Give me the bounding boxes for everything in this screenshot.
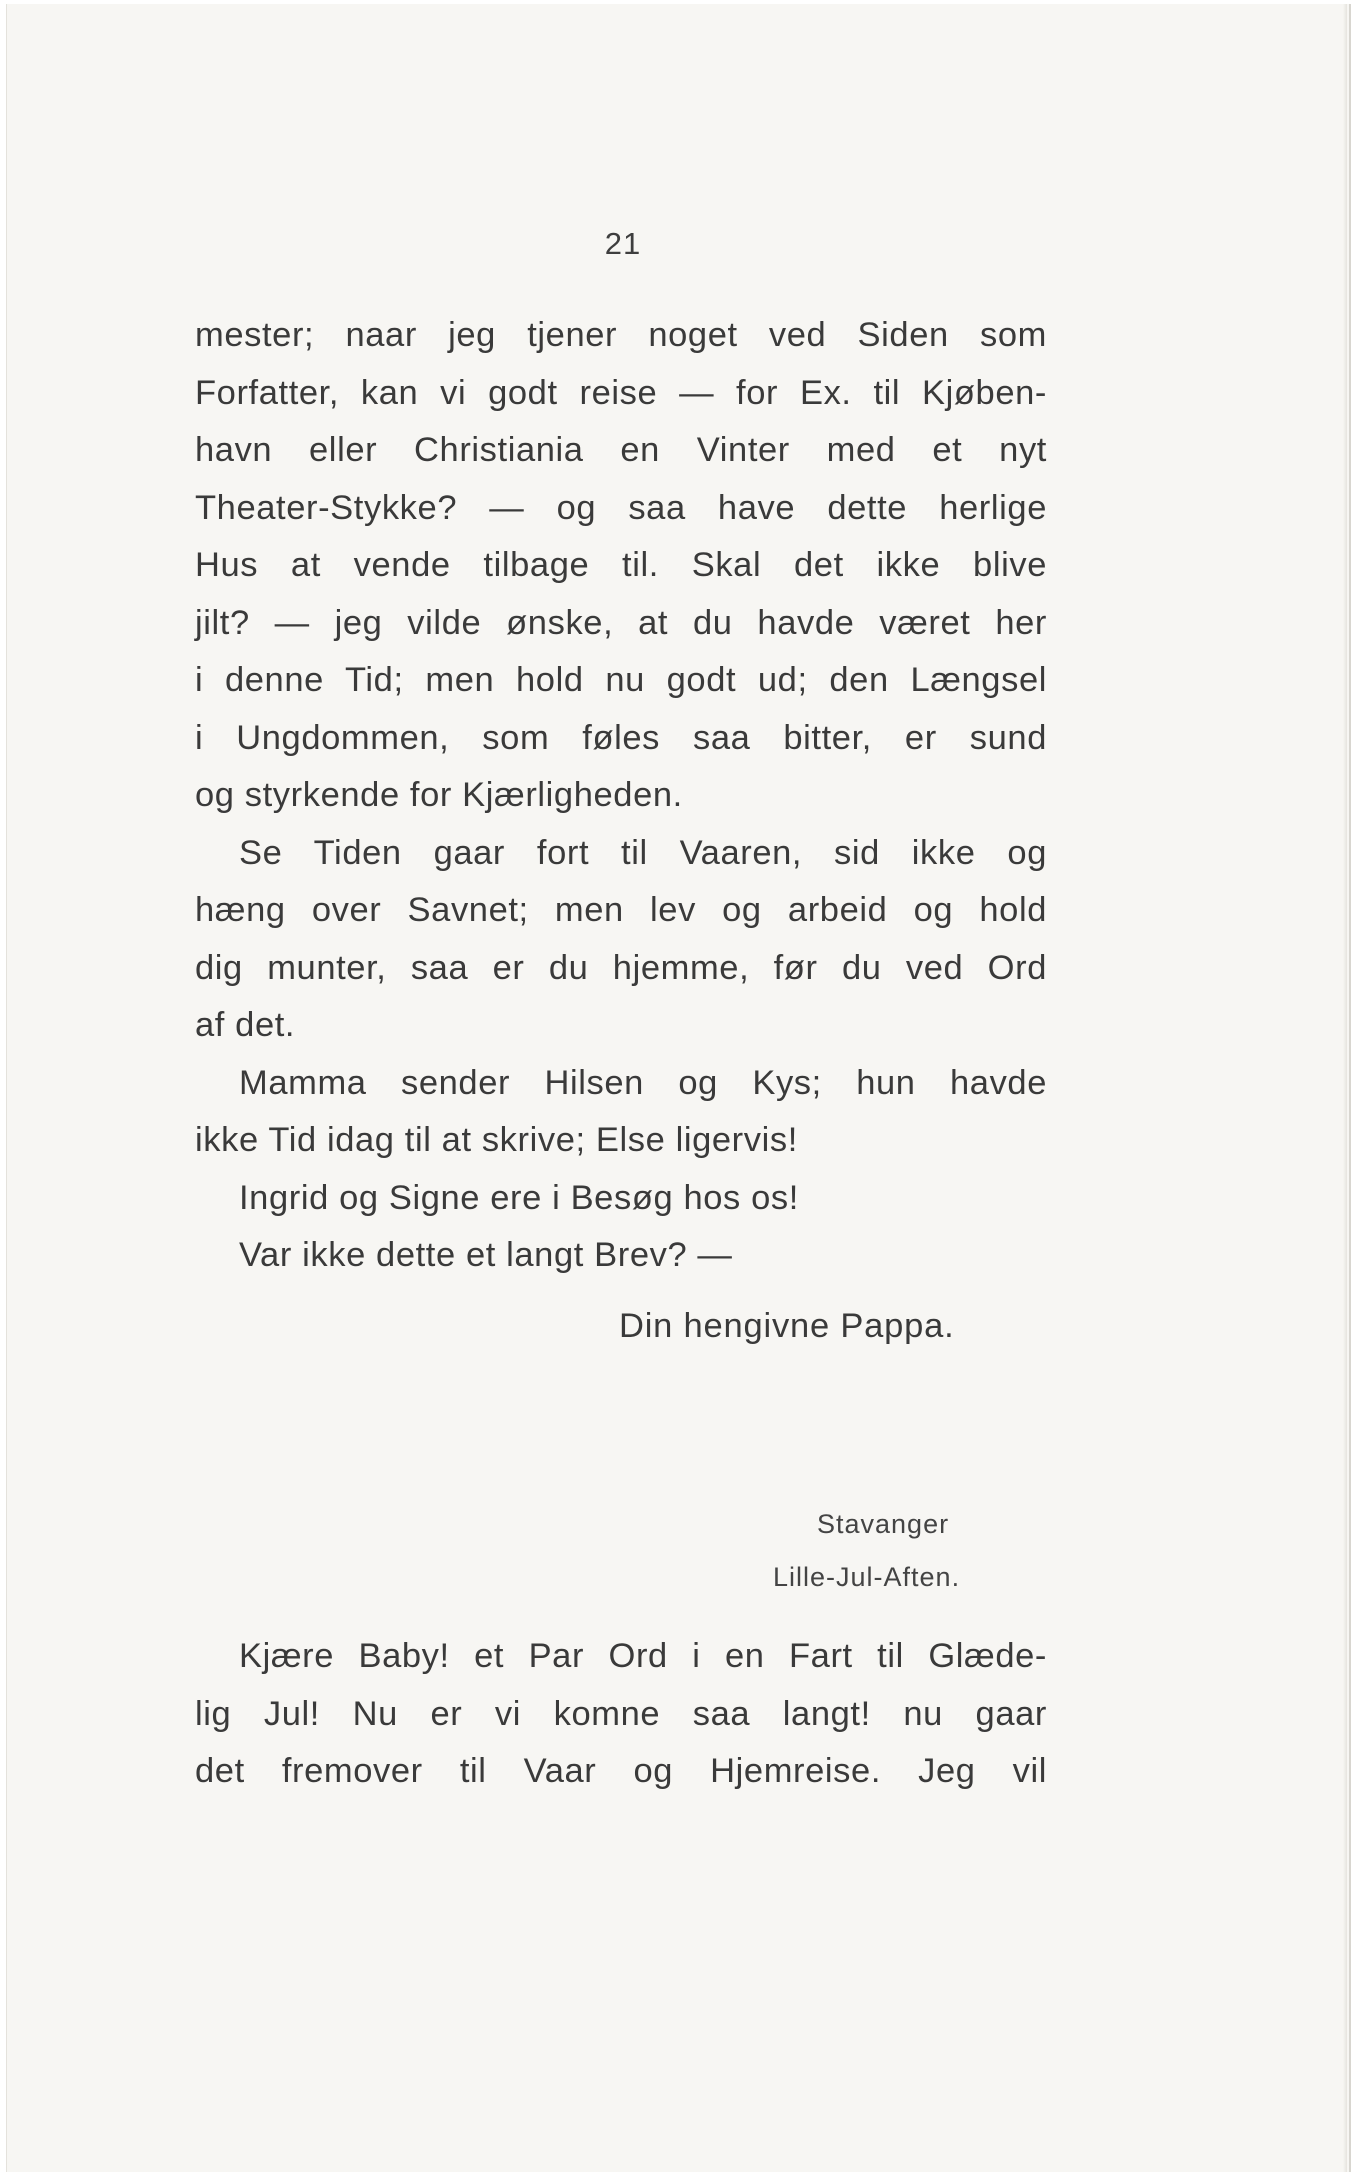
text-line: Ingrid og Signe ere i Besøg hos os! [239,1178,799,1217]
text-line: jilt? — jeg vilde ønske, at du havde været her [195,603,1047,642]
text-line: Mamma sender Hilsen og Kys; hun havde [239,1063,1047,1102]
text-line: og styrkende for Kjærligheden. [195,776,683,814]
book-page [6,4,1351,2172]
text-line: hæng over Savnet; men lev og arbeid og hold [195,891,1047,929]
letter-body-2 [195,1628,1047,1801]
text-line: Var ikke dette et langt Brev? — [239,1236,733,1274]
text-line: Hus at vende tilbage til. Skal det ikke blive [195,546,1047,584]
text-line: ikke Tid idag til at skrive; Else ligervis! [195,1121,798,1159]
letter-signature: Din hengivne Pappa. [619,1307,955,1345]
text-line: i Ungdommen, som føles saa bitter, er sund [195,718,1047,757]
text-line: Se Tiden gaar fort til Vaaren, sid ikke og [239,833,1047,872]
text-line: lig Jul! Nu er vi komne saa langt! nu gaar [195,1694,1047,1733]
text-line: havn eller Christiania en Vinter med et nyt [195,431,1047,469]
letter-body [195,307,1047,1285]
text-line: i denne Tid; men hold nu godt ud; den Længsel [195,661,1047,699]
text-line: Kjære Baby! et Par Ord i en Fart til Glæde- [239,1637,1047,1675]
page-number: 21 [604,226,642,261]
letter-place: Stavanger [817,1509,950,1539]
text-line: dig munter, saa er du hjemme, før du ved Ord [195,948,1047,987]
text-line: Theater-Stykke? — og saa have dette herlige [195,488,1047,527]
text-line: af det. [195,1006,296,1044]
page-edge-shadow [1343,4,1347,2172]
letter-date: Lille-Jul-Aften. [773,1562,961,1592]
text-line: mester; naar jeg tjener noget ved Siden som [195,316,1047,354]
text-line: Forfatter, kan vi godt reise — for Ex. til Kjøben- [195,373,1047,412]
text-line: det fremover til Vaar og Hjemreise. Jeg vil [195,1752,1047,1790]
